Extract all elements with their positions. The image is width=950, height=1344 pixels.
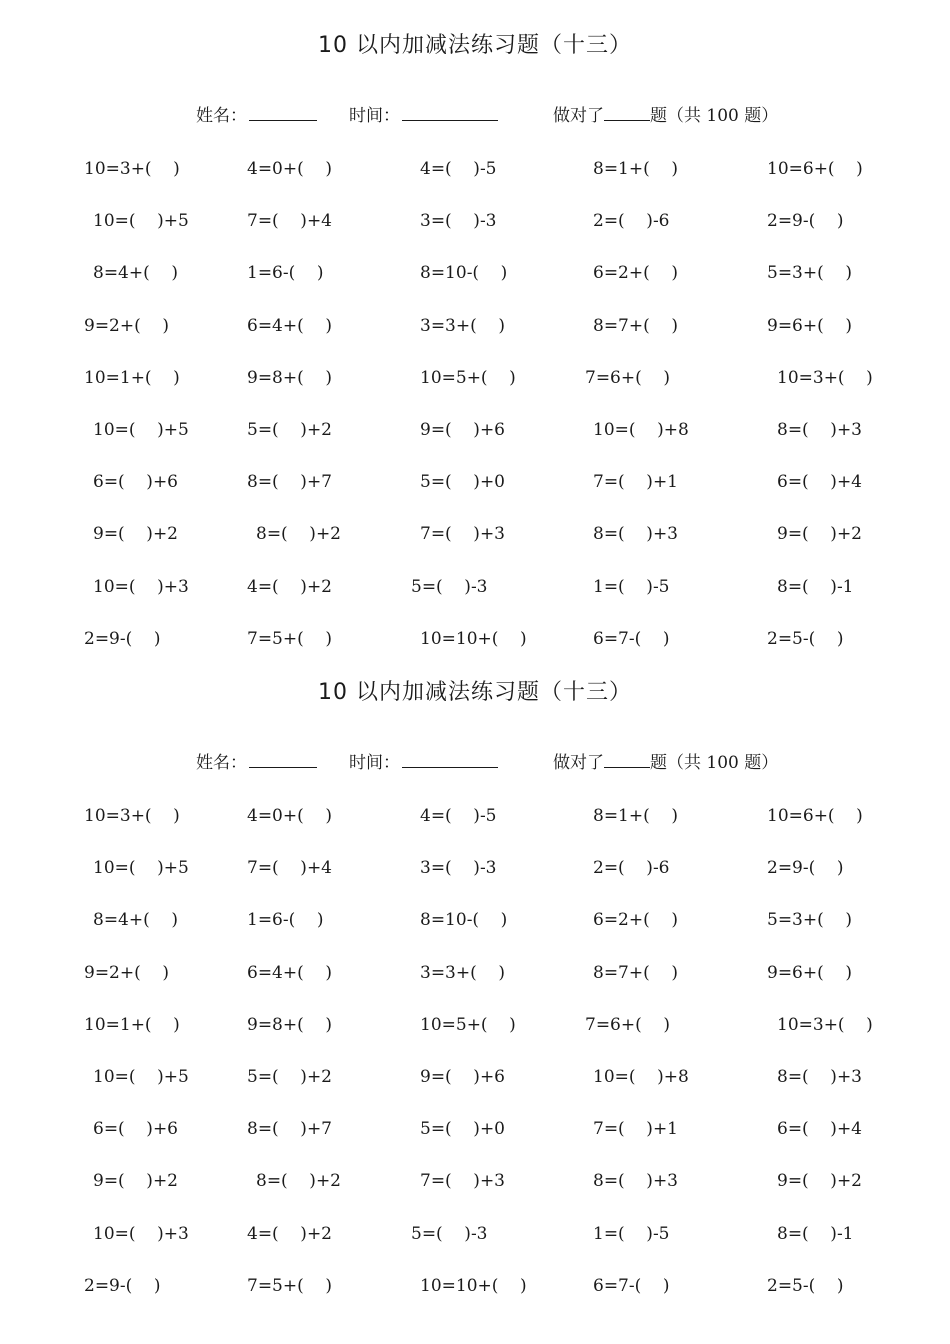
score-field bbox=[553, 749, 778, 776]
arithmetic-problem[interactable]: 9=8+( ) bbox=[247, 1015, 332, 1035]
name-label: 姓名： bbox=[196, 753, 247, 773]
arithmetic-problem[interactable]: 1=6-( ) bbox=[247, 910, 324, 930]
arithmetic-problem[interactable]: 8=( )+2 bbox=[256, 524, 341, 544]
arithmetic-problem[interactable]: 10=6+( ) bbox=[767, 159, 863, 179]
arithmetic-problem[interactable]: 10=( )+3 bbox=[93, 1224, 189, 1244]
arithmetic-problem[interactable]: 10=3+( ) bbox=[84, 159, 180, 179]
problem-row bbox=[0, 206, 950, 236]
name-field bbox=[196, 749, 317, 776]
arithmetic-problem[interactable]: 8=1+( ) bbox=[593, 159, 678, 179]
name-blank[interactable] bbox=[249, 102, 317, 121]
arithmetic-problem[interactable]: 8=( )+2 bbox=[256, 1171, 341, 1191]
name-field bbox=[196, 102, 317, 129]
problem-row bbox=[0, 519, 950, 549]
arithmetic-problem[interactable]: 9=2+( ) bbox=[84, 963, 169, 983]
arithmetic-problem[interactable]: 6=4+( ) bbox=[247, 316, 332, 336]
arithmetic-problem[interactable]: 1=( )-5 bbox=[593, 577, 670, 597]
arithmetic-problem[interactable]: 7=5+( ) bbox=[247, 1276, 332, 1296]
problem-row bbox=[0, 905, 950, 935]
arithmetic-problem[interactable]: 10=5+( ) bbox=[420, 1015, 516, 1035]
arithmetic-problem[interactable]: 7=( )+4 bbox=[247, 858, 332, 878]
arithmetic-problem[interactable]: 5=( )-3 bbox=[411, 1224, 488, 1244]
arithmetic-problem[interactable]: 7=( )+4 bbox=[247, 211, 332, 231]
arithmetic-problem[interactable]: 10=3+( ) bbox=[777, 1015, 873, 1035]
problem-row bbox=[0, 415, 950, 445]
arithmetic-problem[interactable]: 5=( )-3 bbox=[411, 577, 488, 597]
arithmetic-problem[interactable]: 5=( )+0 bbox=[420, 472, 505, 492]
problem-row bbox=[0, 958, 950, 988]
arithmetic-problem[interactable]: 6=( )+6 bbox=[93, 1119, 178, 1139]
arithmetic-problem[interactable]: 10=( )+8 bbox=[593, 1067, 689, 1087]
arithmetic-problem[interactable]: 10=1+( ) bbox=[84, 368, 180, 388]
arithmetic-problem[interactable]: 9=( )+2 bbox=[777, 1171, 862, 1191]
arithmetic-problem[interactable]: 8=( )+7 bbox=[247, 1119, 332, 1139]
time-blank[interactable] bbox=[402, 749, 498, 768]
arithmetic-problem[interactable]: 9=( )+2 bbox=[777, 524, 862, 544]
score-blank[interactable] bbox=[604, 749, 650, 768]
score-field bbox=[553, 102, 778, 129]
arithmetic-problem[interactable]: 10=10+( ) bbox=[420, 1276, 527, 1296]
arithmetic-problem[interactable]: 2=5-( ) bbox=[767, 1276, 844, 1296]
time-field bbox=[349, 102, 498, 129]
arithmetic-problem[interactable]: 2=5-( ) bbox=[767, 629, 844, 649]
arithmetic-problem[interactable]: 8=7+( ) bbox=[593, 316, 678, 336]
arithmetic-problem[interactable]: 10=3+( ) bbox=[84, 806, 180, 826]
score-suffix: 题（共 100 题） bbox=[650, 106, 779, 126]
arithmetic-problem[interactable]: 5=3+( ) bbox=[767, 263, 852, 283]
arithmetic-problem[interactable]: 6=4+( ) bbox=[247, 963, 332, 983]
student-info-line bbox=[0, 102, 950, 128]
arithmetic-problem[interactable]: 10=10+( ) bbox=[420, 629, 527, 649]
problem-row bbox=[0, 1114, 950, 1144]
arithmetic-problem[interactable]: 10=3+( ) bbox=[777, 368, 873, 388]
arithmetic-problem[interactable]: 3=( )-3 bbox=[420, 858, 497, 878]
score-suffix: 题（共 100 题） bbox=[650, 753, 779, 773]
problem-row bbox=[0, 467, 950, 497]
arithmetic-problem[interactable]: 2=9-( ) bbox=[84, 1276, 161, 1296]
arithmetic-problem[interactable]: 10=( )+5 bbox=[93, 1067, 189, 1087]
arithmetic-problem[interactable]: 3=( )-3 bbox=[420, 211, 497, 231]
arithmetic-problem[interactable]: 10=1+( ) bbox=[84, 1015, 180, 1035]
arithmetic-problem[interactable]: 7=6+( ) bbox=[585, 1015, 670, 1035]
arithmetic-problem[interactable]: 4=0+( ) bbox=[247, 806, 332, 826]
arithmetic-problem[interactable]: 5=( )+2 bbox=[247, 420, 332, 440]
arithmetic-problem[interactable]: 9=6+( ) bbox=[767, 963, 852, 983]
arithmetic-problem[interactable]: 6=2+( ) bbox=[593, 263, 678, 283]
arithmetic-problem[interactable]: 8=10-( ) bbox=[420, 910, 508, 930]
arithmetic-problem[interactable]: 5=( )+0 bbox=[420, 1119, 505, 1139]
arithmetic-problem[interactable]: 8=( )+3 bbox=[777, 420, 862, 440]
arithmetic-problem[interactable]: 4=0+( ) bbox=[247, 159, 332, 179]
problem-row bbox=[0, 572, 950, 602]
arithmetic-problem[interactable]: 6=( )+6 bbox=[93, 472, 178, 492]
arithmetic-problem[interactable]: 4=( )-5 bbox=[420, 159, 497, 179]
arithmetic-problem[interactable]: 8=10-( ) bbox=[420, 263, 508, 283]
arithmetic-problem[interactable]: 6=2+( ) bbox=[593, 910, 678, 930]
arithmetic-problem[interactable]: 2=( )-6 bbox=[593, 211, 670, 231]
page-title: 10 以内加减法练习题（十三） bbox=[318, 33, 632, 58]
arithmetic-problem[interactable]: 5=( )+2 bbox=[247, 1067, 332, 1087]
arithmetic-problem[interactable]: 7=( )+1 bbox=[593, 472, 678, 492]
arithmetic-problem[interactable]: 4=( )+2 bbox=[247, 577, 332, 597]
arithmetic-problem[interactable]: 1=6-( ) bbox=[247, 263, 324, 283]
name-blank[interactable] bbox=[249, 749, 317, 768]
arithmetic-problem[interactable]: 8=7+( ) bbox=[593, 963, 678, 983]
arithmetic-problem[interactable]: 6=7-( ) bbox=[593, 1276, 670, 1296]
arithmetic-problem[interactable]: 3=3+( ) bbox=[420, 316, 505, 336]
problem-row bbox=[0, 1271, 950, 1301]
arithmetic-problem[interactable]: 7=5+( ) bbox=[247, 629, 332, 649]
arithmetic-problem[interactable]: 2=9-( ) bbox=[84, 629, 161, 649]
arithmetic-problem[interactable]: 1=( )-5 bbox=[593, 1224, 670, 1244]
name-label: 姓名： bbox=[196, 106, 247, 126]
arithmetic-problem[interactable]: 8=( )+3 bbox=[777, 1067, 862, 1087]
arithmetic-problem[interactable]: 8=( )-1 bbox=[777, 1224, 854, 1244]
arithmetic-problem[interactable]: 2=9-( ) bbox=[767, 211, 844, 231]
arithmetic-problem[interactable]: 2=( )-6 bbox=[593, 858, 670, 878]
arithmetic-problem[interactable]: 6=( )+4 bbox=[777, 1119, 862, 1139]
arithmetic-problem[interactable]: 9=( )+6 bbox=[420, 1067, 505, 1087]
score-prefix: 做对了 bbox=[553, 106, 604, 126]
problem-row bbox=[0, 624, 950, 654]
arithmetic-problem[interactable]: 9=6+( ) bbox=[767, 316, 852, 336]
arithmetic-problem[interactable]: 8=4+( ) bbox=[93, 910, 178, 930]
score-prefix: 做对了 bbox=[553, 753, 604, 773]
arithmetic-problem[interactable]: 7=( )+1 bbox=[593, 1119, 678, 1139]
arithmetic-problem[interactable]: 9=8+( ) bbox=[247, 368, 332, 388]
problem-row bbox=[0, 1010, 950, 1040]
time-label: 时间： bbox=[349, 106, 400, 126]
problem-row bbox=[0, 1062, 950, 1092]
arithmetic-problem[interactable]: 7=( )+3 bbox=[420, 524, 505, 544]
problem-row bbox=[0, 1219, 950, 1249]
arithmetic-problem[interactable]: 9=( )+2 bbox=[93, 524, 178, 544]
arithmetic-problem[interactable]: 10=( )+5 bbox=[93, 211, 189, 231]
arithmetic-problem[interactable]: 9=( )+6 bbox=[420, 420, 505, 440]
arithmetic-problem[interactable]: 5=3+( ) bbox=[767, 910, 852, 930]
arithmetic-problem[interactable]: 6=7-( ) bbox=[593, 629, 670, 649]
arithmetic-problem[interactable]: 10=6+( ) bbox=[767, 806, 863, 826]
page-title: 10 以内加减法练习题（十三） bbox=[318, 680, 632, 705]
arithmetic-problem[interactable]: 9=2+( ) bbox=[84, 316, 169, 336]
arithmetic-problem[interactable]: 10=( )+5 bbox=[93, 858, 189, 878]
arithmetic-problem[interactable]: 4=( )-5 bbox=[420, 806, 497, 826]
problem-row bbox=[0, 363, 950, 393]
arithmetic-problem[interactable]: 10=( )+8 bbox=[593, 420, 689, 440]
problem-row bbox=[0, 258, 950, 288]
arithmetic-problem[interactable]: 10=( )+5 bbox=[93, 420, 189, 440]
arithmetic-problem[interactable]: 8=( )+3 bbox=[593, 524, 678, 544]
arithmetic-problem[interactable]: 8=( )+7 bbox=[247, 472, 332, 492]
problem-row bbox=[0, 1166, 950, 1196]
arithmetic-problem[interactable]: 10=( )+3 bbox=[93, 577, 189, 597]
score-blank[interactable] bbox=[604, 102, 650, 121]
student-info-line bbox=[0, 749, 950, 775]
arithmetic-problem[interactable]: 8=( )-1 bbox=[777, 577, 854, 597]
time-blank[interactable] bbox=[402, 102, 498, 121]
problem-row bbox=[0, 154, 950, 184]
arithmetic-problem[interactable]: 2=9-( ) bbox=[767, 858, 844, 878]
arithmetic-problem[interactable]: 9=( )+2 bbox=[93, 1171, 178, 1191]
time-label: 时间： bbox=[349, 753, 400, 773]
arithmetic-problem[interactable]: 8=( )+3 bbox=[593, 1171, 678, 1191]
time-field bbox=[349, 749, 498, 776]
problem-row bbox=[0, 801, 950, 831]
arithmetic-problem[interactable]: 3=3+( ) bbox=[420, 963, 505, 983]
arithmetic-problem[interactable]: 7=6+( ) bbox=[585, 368, 670, 388]
arithmetic-problem[interactable]: 8=1+( ) bbox=[593, 806, 678, 826]
arithmetic-problem[interactable]: 4=( )+2 bbox=[247, 1224, 332, 1244]
problem-row bbox=[0, 311, 950, 341]
arithmetic-problem[interactable]: 6=( )+4 bbox=[777, 472, 862, 492]
arithmetic-problem[interactable]: 8=4+( ) bbox=[93, 263, 178, 283]
arithmetic-problem[interactable]: 10=5+( ) bbox=[420, 368, 516, 388]
arithmetic-problem[interactable]: 7=( )+3 bbox=[420, 1171, 505, 1191]
problem-row bbox=[0, 853, 950, 883]
